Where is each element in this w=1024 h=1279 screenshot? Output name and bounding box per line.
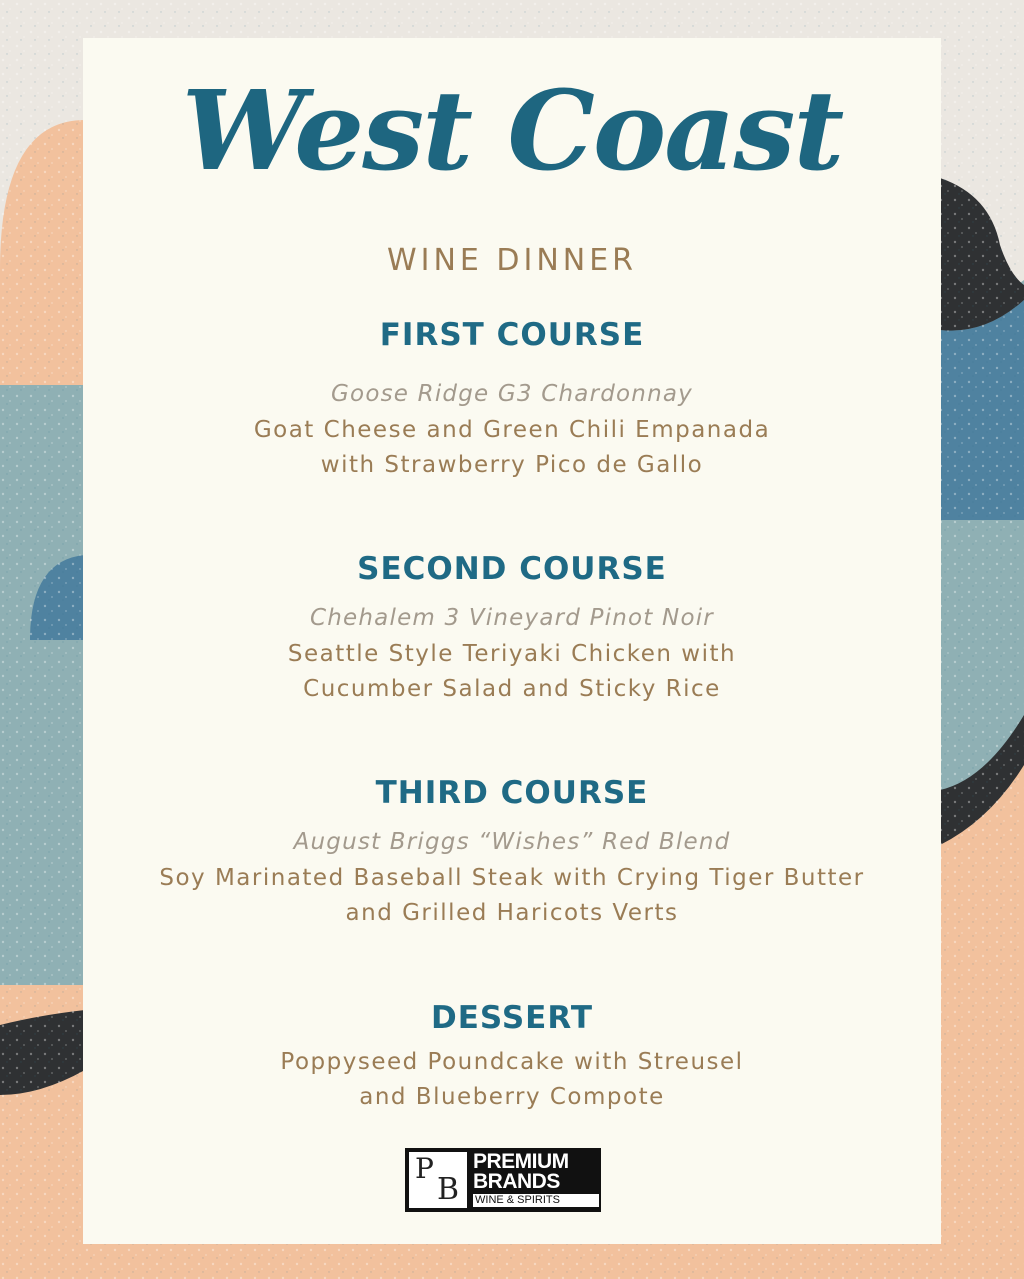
dish-line: Seattle Style Teriyaki Chicken with bbox=[287, 641, 737, 667]
course-title-first: FIRST COURSE bbox=[379, 317, 645, 353]
wine-second: Chehalem 3 Vineyard Pinot Noir bbox=[310, 605, 714, 631]
dish-line: and Blueberry Compote bbox=[359, 1084, 665, 1110]
dish-third bbox=[83, 861, 941, 931]
course-title-dessert: DESSERT bbox=[431, 1000, 593, 1036]
logo-monogram-p: P bbox=[415, 1152, 434, 1185]
course-title-second: SECOND COURSE bbox=[357, 551, 667, 587]
dish-first bbox=[83, 413, 941, 483]
menu-card bbox=[83, 38, 941, 1244]
dish-line: with Strawberry Pico de Gallo bbox=[320, 452, 704, 478]
premium-brands-logo bbox=[405, 1148, 601, 1212]
wine-third: August Briggs “Wishes” Red Blend bbox=[293, 829, 731, 855]
dish-line: Cucumber Salad and Sticky Rice bbox=[303, 676, 721, 702]
logo-line-wine-spirits: WINE & SPIRITS bbox=[473, 1194, 599, 1207]
logo-monogram-icon bbox=[407, 1150, 469, 1210]
dish-line: Poppyseed Poundcake with Streusel bbox=[280, 1049, 744, 1075]
dish-dessert bbox=[83, 1045, 941, 1115]
logo-wordmark bbox=[469, 1150, 599, 1210]
wine-first: Goose Ridge G3 Chardonnay bbox=[331, 381, 693, 407]
dish-line: and Grilled Haricots Verts bbox=[345, 900, 679, 926]
course-title-third: THIRD COURSE bbox=[375, 775, 649, 811]
logo-monogram-b: B bbox=[437, 1172, 460, 1207]
menu-title: West Coast bbox=[181, 66, 843, 195]
logo-line-brands: BRANDS bbox=[473, 1170, 560, 1193]
dish-line: Soy Marinated Baseball Steak with Crying Tiger Butter bbox=[159, 865, 865, 891]
dish-second bbox=[83, 637, 941, 707]
logo-line-premium: PREMIUM bbox=[473, 1150, 569, 1173]
menu-subtitle: WINE DINNER bbox=[386, 243, 638, 278]
dish-line: Goat Cheese and Green Chili Empanada bbox=[253, 417, 771, 443]
